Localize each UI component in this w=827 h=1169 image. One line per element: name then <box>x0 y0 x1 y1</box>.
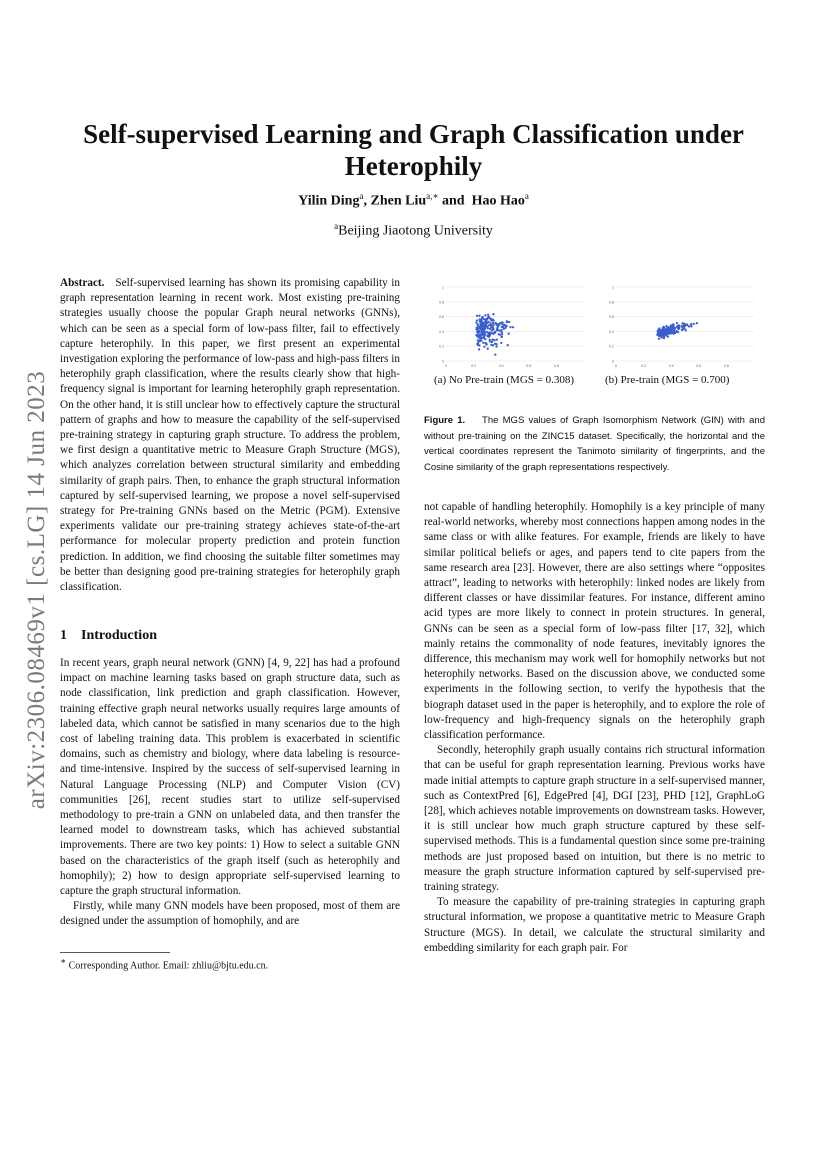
subfigure-a-label: (a) No Pre-train (MGS = 0.308) <box>434 374 575 386</box>
author-and: and <box>438 193 472 209</box>
data-point <box>495 345 497 347</box>
data-point <box>690 323 692 325</box>
x-tick-label: 0.4 <box>668 364 674 368</box>
x-tick-label: 0 <box>615 364 617 368</box>
caption-text: The MGS values of Graph Isomorphism Network (GIN) with and without pre-training on the ZINC15 dataset. Specifically, the horizontal and the vertical coordinates represent the Tanimoto similarity of fingerprints, and the Cosine similarity of the graph representations respectively. <box>424 415 765 473</box>
data-point <box>483 329 485 331</box>
data-point <box>693 323 695 325</box>
data-point <box>685 324 687 326</box>
data-point <box>489 324 491 326</box>
section-number: 1 <box>60 628 67 643</box>
data-point <box>658 335 660 337</box>
paragraph: not capable of handling heterophily. Homophily is a key principle of many real-world networks, whereby most connections happen among nodes in the same class or with alike features. For example, friends are likely to have similar political beliefs or ages, and papers tend to cite papers from the same research area [23]. However, there are also settings where “opposites attract”, leading to networks with heterophily: linked nodes are likely from different classes or have dissimilar features. For instance, different amino acid types are more likely to connect in protein structures. In general, GNNs can be seen as a special form of low-pass filter [17, 32], which mainly retains the commonality of node features, inevitably ignores the difference, this mechanism may work well for homophily networks but not heterophily networks. Based on the discussion above, we conducted some experiments in the following section, to verify the hypothesis that the biograph dataset used in the paper is heterophily, and to explore the role of low-frequency and high-frequency signals on the heterophily graph classification performance. <box>424 501 765 742</box>
data-point <box>482 342 484 344</box>
data-point <box>660 336 662 338</box>
data-point <box>481 316 483 318</box>
data-point <box>478 331 480 333</box>
data-point <box>494 332 496 334</box>
x-tick-label: 0.4 <box>498 364 504 368</box>
data-point <box>663 333 665 335</box>
y-tick-label: 0.4 <box>439 329 444 334</box>
data-point <box>676 322 678 324</box>
data-point <box>658 338 660 340</box>
author-sup: a,∗ <box>426 191 439 201</box>
data-point <box>494 322 496 324</box>
data-point <box>477 344 479 346</box>
data-point <box>492 322 494 324</box>
data-point <box>665 325 667 327</box>
data-point <box>480 326 482 328</box>
data-point <box>484 331 486 333</box>
paper-title: Self-supervised Learning and Graph Classification under Heterophily <box>83 119 744 181</box>
data-point <box>506 320 508 322</box>
data-point <box>488 339 490 341</box>
data-point <box>508 333 510 335</box>
data-point <box>674 327 676 329</box>
data-point <box>499 330 501 332</box>
data-point <box>496 338 498 340</box>
data-point <box>477 326 479 328</box>
arxiv-identifier <box>22 330 52 850</box>
data-point <box>670 330 672 332</box>
data-point <box>503 324 505 326</box>
author-sup: a <box>359 191 364 201</box>
intro-left-column <box>60 656 400 930</box>
y-tick-label: 0.6 <box>609 315 614 320</box>
data-point <box>476 315 478 317</box>
data-point <box>486 322 488 324</box>
data-point <box>475 322 477 324</box>
y-tick-label: 0.6 <box>439 315 444 320</box>
data-point <box>492 344 494 346</box>
data-point <box>478 318 480 320</box>
figure-caption <box>424 413 765 475</box>
paragraph: To measure the capability of pre-training strategies in capturing graph structural information, we propose a quantitative metric to Measure Graph Structure (MGS). In detail, we calculate the structural similarity and embedding similarity for each graph pair. For <box>424 896 765 954</box>
affiliation-name: Beijing Jiaotong University <box>338 223 493 239</box>
data-point <box>492 324 494 326</box>
y-tick-label: 0 <box>612 359 614 364</box>
y-tick-label: 1 <box>442 285 444 290</box>
data-point <box>672 323 674 325</box>
x-tick-label: 0 <box>445 364 447 368</box>
data-point <box>676 330 678 332</box>
data-point <box>485 318 487 320</box>
data-point <box>657 332 659 334</box>
x-tick-label: 0.8 <box>553 364 559 368</box>
data-point <box>500 342 502 344</box>
data-point <box>498 333 500 335</box>
y-tick-label: 0.2 <box>439 344 444 349</box>
author-name: Hao Hao <box>471 193 525 209</box>
figure-label: Figure 1. <box>424 415 466 426</box>
data-point <box>492 313 494 315</box>
y-tick-label: 0.4 <box>609 329 614 334</box>
data-point <box>490 326 492 328</box>
data-point <box>479 335 481 337</box>
author-name: Zhen Liu <box>370 193 427 209</box>
data-point <box>498 324 500 326</box>
footnote-text: Corresponding Author. Email: zhliu@bjtu.edu.cn. <box>66 960 269 972</box>
right-column <box>424 500 765 956</box>
affiliation-sup: a <box>334 221 339 231</box>
y-tick-label: 0.8 <box>439 300 444 305</box>
x-tick-label: 0.8 <box>723 364 729 368</box>
affiliation <box>60 221 767 240</box>
data-point <box>690 325 692 327</box>
paragraph: In recent years, graph neural network (GNN) [4, 9, 22] has had a profound impact on machine learning tasks based on graph structure data, such as node classification, link prediction and graph classification. However, training effective graph neural networks usually requires large amounts of labeled data, which cannot be satisfied in many scenarios due to the high cost of labeling training data. This problem is exacerbated in scientific domains, such as chemistry and biology, where data labeling is resource- and time-intensive. Inspired by the success of self-supervised learning in Natural Language Processing (NLP) and Computer Vision (CV) communities [26], recent studies start to utilize self-supervised methodology to pre-train a GNN on unlabeled data, and then transfer the learned model to downstream tasks, which has achieved substantial improvements. There are two key points: 1) How to select a suitable GNN based on the characteristics of the graph itself (such as heterophily and homophily); 2) how to design appropriate self-supervised learning to capture the graph structural information. <box>60 657 400 898</box>
data-point <box>484 324 486 326</box>
abstract-label: Abstract. <box>60 277 105 289</box>
data-point <box>667 335 669 337</box>
y-tick-label: 1 <box>612 285 614 290</box>
y-tick-label: 0 <box>442 359 444 364</box>
x-tick-label: 0.2 <box>471 364 477 368</box>
x-tick-label: 0.2 <box>641 364 647 368</box>
data-point <box>501 331 503 333</box>
footnote <box>60 956 400 971</box>
data-point <box>487 314 489 316</box>
data-point <box>696 322 698 324</box>
data-point <box>495 343 497 345</box>
abstract <box>60 276 400 595</box>
data-point <box>683 325 685 327</box>
abstract-text: Self-supervised learning has shown its promising capability in graph representation learning in recent work. Most existing pre-training strategies usually choose the popular Graph neural networks (GNNs), which can be seen as a special form of low-pass filter, fail to effectively capture heterophily. In this paper, we first present an experimental investigation exploring the performance of low-pass and high-pass filters in heterophily graph classification, where the results clearly show that high-frequency signal is important for learning heterophily graph representation. On the other hand, it is still unclear how to effectively capture the structural pattern of graphs and how to measure the capability of the self-supervised pre-training strategy in capturing graph structure. To address the problem, we first design a quantitative metric to Measure Graph Structure (MGS), which analyzes correlation between structural similarity and embedding similarity of graph pairs. Then, to enhance the graph structural information captured by self-supervised learning, we propose a novel self-supervised strategy for Pre-training GNNs based on the Metric (PGM). Extensive experiments validate our pre-training strategy achieves state-of-the-art performance for molecular property prediction and protein function prediction. In addition, we find choosing the suitable filter sometimes may be better than designing good pre-training strategies for heterophily graph classification. <box>60 277 401 594</box>
subfigure-b-label: (b) Pre-train (MGS = 0.700) <box>605 374 730 386</box>
data-point <box>505 327 507 329</box>
data-point <box>507 344 509 346</box>
data-point <box>477 335 479 337</box>
author-sup: a <box>524 191 529 201</box>
data-point <box>483 318 485 320</box>
data-point <box>509 326 511 328</box>
data-point <box>482 333 484 335</box>
section-title: Introduction <box>81 628 157 643</box>
data-point <box>479 322 481 324</box>
x-tick-label: 0.6 <box>696 364 702 368</box>
paragraph: Firstly, while many GNN models have been proposed, most of them are designed under the assumption of homophily, and are <box>60 900 400 928</box>
data-point <box>659 332 661 334</box>
data-point <box>476 328 478 330</box>
data-point <box>477 339 479 341</box>
data-point <box>681 329 683 331</box>
y-tick-label: 0.2 <box>609 344 614 349</box>
data-point <box>512 326 514 328</box>
section-heading <box>60 628 400 643</box>
data-point <box>678 325 680 327</box>
author-line: Yilin Ding$^a$, Zhen Liu$^{a,∗}$ and Hao Hao$^a$ <box>298 191 529 209</box>
paragraph: Secondly, heterophily graph usually contains rich structural information that can be useful for graph representation learning. Previous works have made initial attempts to capture graph structure in a self-supervised manner, such as ContextPred [6], EdgePred [4], DGI [23], PHD [12], GraphLoG [28], which achieves notable improvements on downstream tasks. However, it is still unclear how much graph structure captured by these self-supervised methods. This is a fundamental question since some pre-training methods are just proposed based on intuition, but there is no metric to measure the graph structure information captured by self-supervised pre-training strategy. <box>424 744 765 894</box>
data-point <box>486 335 488 337</box>
data-point <box>671 326 673 328</box>
y-tick-label: 0.8 <box>609 300 614 305</box>
data-point <box>493 339 495 341</box>
data-point <box>492 318 494 320</box>
data-point <box>484 342 486 344</box>
data-point <box>484 321 486 323</box>
scatter-plot-a <box>439 286 584 369</box>
arxiv-id-text: arXiv:2306.08469v1 [cs.LG] 14 Jun 2023 <box>23 370 50 810</box>
data-point <box>488 316 490 318</box>
data-point <box>478 315 480 317</box>
data-point <box>487 348 489 350</box>
data-point <box>489 331 491 333</box>
data-point <box>685 329 687 331</box>
footnote-sup: ∗ <box>60 956 67 966</box>
data-point <box>491 341 493 343</box>
data-point <box>483 346 485 348</box>
data-point <box>492 328 494 330</box>
data-point <box>500 321 502 323</box>
data-point <box>508 321 510 323</box>
author-name: Yilin Ding <box>298 193 360 209</box>
data-point <box>501 333 503 335</box>
data-point <box>496 329 498 331</box>
data-point <box>500 336 502 338</box>
x-tick-label: 0.6 <box>526 364 532 368</box>
data-point <box>666 327 668 329</box>
data-point <box>480 320 482 322</box>
data-point <box>483 336 485 338</box>
data-point <box>479 340 481 342</box>
footnote-rule <box>60 952 170 953</box>
data-point <box>661 329 663 331</box>
data-point <box>487 327 489 329</box>
data-point <box>667 332 669 334</box>
data-point <box>501 326 503 328</box>
data-point <box>494 353 496 355</box>
data-point <box>484 314 486 316</box>
data-point <box>485 326 487 328</box>
data-point <box>476 319 478 321</box>
data-point <box>478 348 480 350</box>
data-point <box>484 338 486 340</box>
scatter-plot-b <box>609 286 754 369</box>
